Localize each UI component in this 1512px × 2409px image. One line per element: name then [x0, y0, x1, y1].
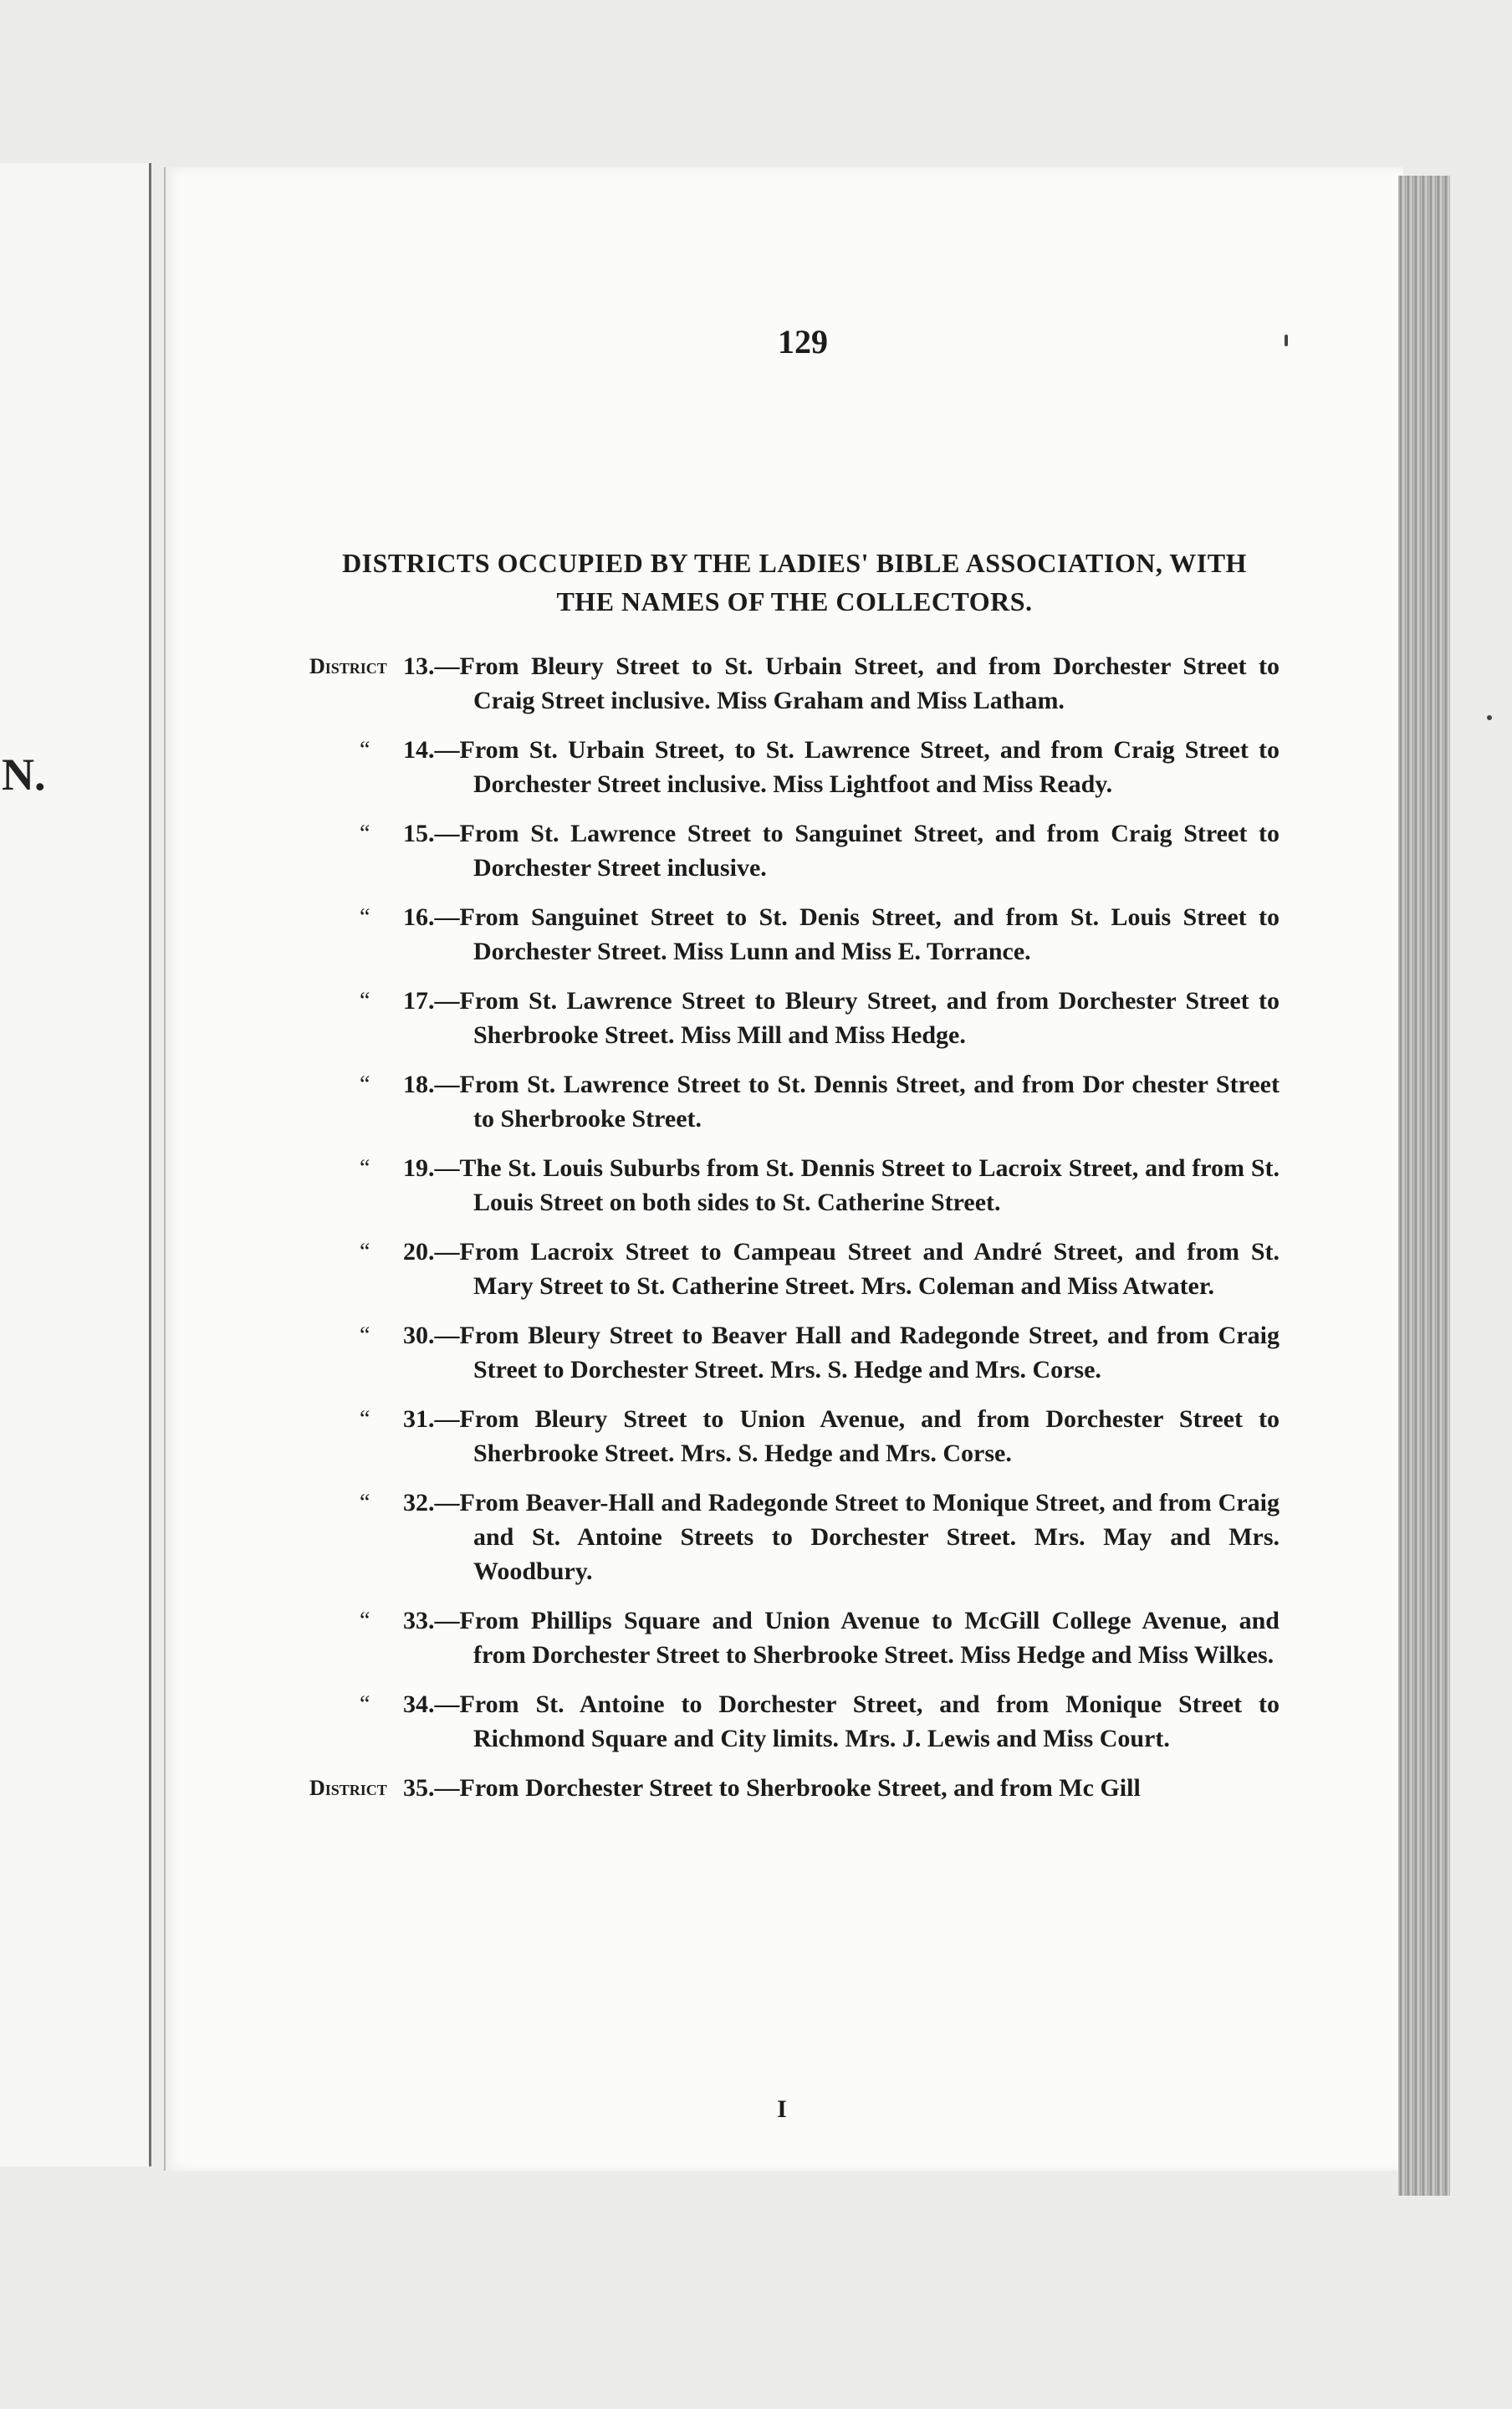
heading-line-1: DISTRICTS OCCUPIED BY THE LADIES' BIBLE ASSOCIATION, WITH: [342, 548, 1247, 578]
district-entry: [309, 816, 1280, 885]
ditto-mark: “: [360, 1691, 370, 1717]
district-number: 32.: [403, 1489, 435, 1516]
district-entry: [309, 1318, 1280, 1387]
ditto-mark: “: [360, 1072, 370, 1097]
district-description: —From Lacroix Street to Campeau Street and André Street, and from St. Mary Street to St. Catherine Street. Mrs. Coleman and Miss Atwater.: [434, 1238, 1280, 1300]
district-number: 35.: [403, 1774, 435, 1802]
ink-speck: [1285, 335, 1288, 346]
facing-page: [0, 163, 151, 2166]
district-label: District: [309, 1776, 387, 1800]
district-entry: [309, 900, 1280, 969]
district-description: —From Dorchester Street to Sherbrooke Street, and from Mc Gill: [434, 1774, 1141, 1802]
district-number: 20.: [403, 1238, 435, 1266]
district-label: District: [309, 654, 387, 678]
ditto-mark: “: [360, 1406, 370, 1432]
page-number: 129: [778, 323, 828, 361]
heading-line-2: THE NAMES OF THE COLLECTORS.: [556, 586, 1033, 616]
district-number: 34.: [403, 1690, 435, 1718]
district-description: —From St. Antoine to Dorchester Street, and from Monique Street to Richmond Square and City limits. Mrs. J. Lewis and Miss Court.: [434, 1690, 1280, 1752]
signature-mark: I: [777, 2095, 787, 2123]
ditto-mark: “: [360, 988, 370, 1014]
district-description: —From St. Lawrence Street to St. Dennis Street, and from Dor chester Street to Sherbrooke Street.: [434, 1071, 1280, 1133]
district-number: 33.: [403, 1607, 435, 1634]
district-number: 31.: [403, 1405, 435, 1433]
district-entry: [309, 1771, 1280, 1805]
district-entry: [309, 649, 1280, 718]
ditto-mark: “: [360, 737, 370, 763]
district-description: —The St. Louis Suburbs from St. Dennis Street to Lacroix Street, and from St. Louis Street on both sides to St. Catherine Street.: [434, 1154, 1280, 1216]
district-description: —From Beaver-Hall and Radegonde Street to Monique Street, and from Craig and St. Antoine Streets to Dorchester Street. Mrs. May and Mrs. Woodbury.: [434, 1489, 1280, 1585]
district-number: 15.: [403, 820, 435, 847]
district-entry: [309, 984, 1280, 1052]
district-list: [309, 649, 1280, 1820]
district-number: 19.: [403, 1154, 435, 1182]
section-heading: [293, 544, 1296, 621]
ditto-mark: “: [360, 1608, 370, 1634]
district-entry: [309, 1486, 1280, 1588]
district-number: 16.: [403, 903, 435, 931]
district-description: —From Bleury Street to Union Avenue, and from Dorchester Street to Sherbrooke Street. Mrs. S. Hedge and Mrs. Corse.: [434, 1405, 1280, 1467]
district-entry: [309, 733, 1280, 801]
ditto-mark: “: [360, 1155, 370, 1181]
district-number: 17.: [403, 987, 435, 1015]
district-entry: [309, 1687, 1280, 1756]
district-description: —From Phillips Square and Union Avenue to McGill College Avenue, and from Dorchester Street to Sherbrooke Street. Miss Hedge and Miss Wilkes.: [434, 1607, 1280, 1669]
district-number: 30.: [403, 1322, 435, 1349]
facing-page-edge-text: N.: [2, 749, 46, 800]
ink-speck: [1487, 715, 1492, 720]
ditto-mark: “: [360, 821, 370, 846]
ditto-mark: “: [360, 904, 370, 930]
district-description: —From St. Lawrence Street to Sanguinet Street, and from Craig Street to Dorchester Street inclusive.: [434, 820, 1280, 882]
ditto-mark: “: [360, 1322, 370, 1348]
district-description: —From St. Urbain Street, to St. Lawrence Street, and from Craig Street to Dorchester Street inclusive. Miss Lightfoot and Miss Ready.: [434, 736, 1280, 798]
page-stack-edge: [1398, 176, 1450, 2196]
ditto-mark: “: [360, 1490, 370, 1516]
district-number: 14.: [403, 736, 435, 764]
district-number: 13.: [403, 652, 435, 680]
district-entry: [309, 1151, 1280, 1220]
district-description: —From Bleury Street to St. Urbain Street, and from Dorchester Street to Craig Street inclusive. Miss Graham and Miss Latham.: [434, 652, 1280, 714]
district-entry: [309, 1235, 1280, 1303]
district-entry: [309, 1402, 1280, 1470]
district-description: —From Bleury Street to Beaver Hall and Radegonde Street, and from Craig Street to Dorchester Street. Mrs. S. Hedge and Mrs. Corse.: [434, 1322, 1280, 1384]
ditto-mark: “: [360, 1239, 370, 1265]
district-entry: [309, 1603, 1280, 1672]
district-entry: [309, 1067, 1280, 1136]
district-number: 18.: [403, 1071, 435, 1098]
district-description: —From St. Lawrence Street to Bleury Street, and from Dorchester Street to Sherbrooke Street. Miss Mill and Miss Hedge.: [434, 987, 1280, 1049]
district-description: —From Sanguinet Street to St. Denis Street, and from St. Louis Street to Dorchester Street. Miss Lunn and Miss E. Torrance.: [434, 903, 1280, 965]
